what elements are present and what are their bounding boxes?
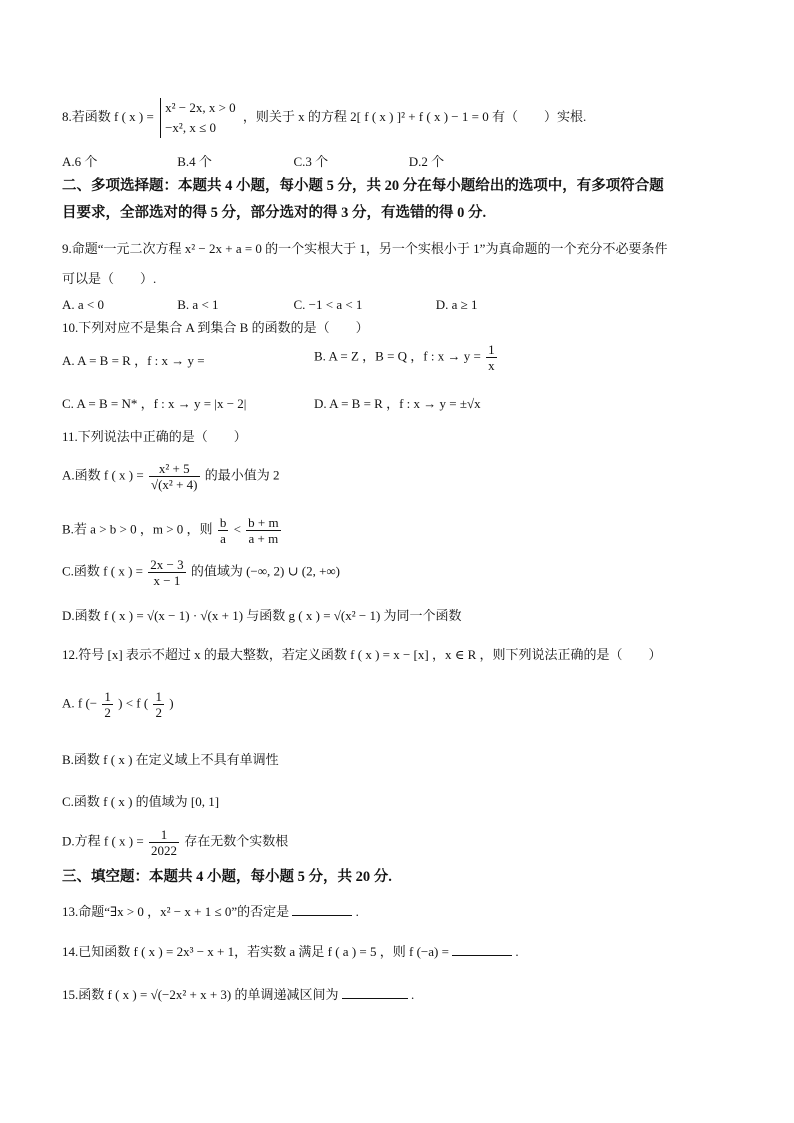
q11-option-c-denominator: x − 1 xyxy=(153,573,181,588)
q12-option-a xyxy=(62,689,174,720)
q9-option-b: B. a < 1 xyxy=(177,297,219,312)
q8-equation: 2[ f ( x ) ]² + f ( x ) − 1 = 0 xyxy=(350,108,489,124)
q11-option-b-num1: b xyxy=(219,515,227,530)
q10-option-b-denominator: x xyxy=(488,358,495,373)
q9-option-c: C. −1 < a < 1 xyxy=(293,297,363,312)
q15-answer-blank[interactable] xyxy=(342,986,408,999)
q8-options xyxy=(62,153,444,171)
q14 xyxy=(62,943,519,961)
q13-answer-blank[interactable] xyxy=(292,903,352,916)
q11-option-b-den2: a + m xyxy=(248,531,279,546)
q11-option-c-tail: 的值域为 (−∞, 2) ∪ (2, +∞) xyxy=(190,563,341,579)
q10-stem: 10.下列对应不是集合 A 到集合 B 的函数的是（ ） xyxy=(62,320,369,335)
q11-option-a-text: A.函数 f ( x ) = xyxy=(62,467,144,483)
q13-end: . xyxy=(355,904,359,919)
q11-option-c xyxy=(62,557,340,588)
q11-option-b-fraction1 xyxy=(218,515,229,546)
q12-option-a-text: A. f xyxy=(62,695,83,711)
q10-option-b-text: B. A = Z ，B = Q ，f : x → y = xyxy=(314,348,481,364)
q10-option-b-numerator: 1 xyxy=(488,342,495,357)
q12-option-d-numerator: 1 xyxy=(149,827,179,843)
q8-case2: −x², x ≤ 0 xyxy=(165,120,216,135)
q12-option-a-den2: 2 xyxy=(155,705,162,720)
q9-options xyxy=(62,296,478,314)
q13 xyxy=(62,903,359,921)
q10-option-c: C. A = B = N* ，f : x → y = |x − 2| xyxy=(62,396,247,411)
q10-option-a: A. A = B = R ，f : x → y = xyxy=(62,353,205,368)
q11-stem: 11.下列说法中正确的是（ ） xyxy=(62,429,247,444)
q12-option-a-num1: 1 xyxy=(104,689,111,704)
section2-heading-line2: 目要求，全部选对的得 5 分，部分选对的得 3 分，有选错的得 0 分. xyxy=(62,205,487,221)
q13-text: 13.命题“∃x > 0 ，x² − x + 1 ≤ 0”的否定是 xyxy=(62,904,290,919)
q8-fx: f ( x ) = xyxy=(114,108,154,124)
q11-option-a-tail: 的最小值为 2 xyxy=(204,467,280,483)
q11-option-b-num2: b + m xyxy=(248,515,279,530)
q8-option-c: C.3 个 xyxy=(293,154,329,169)
q15 xyxy=(62,986,414,1004)
q9-stem-line2: 可以是（ ）. xyxy=(62,271,157,286)
q10-option-b xyxy=(314,342,499,373)
q11-option-c-fraction xyxy=(148,557,185,588)
q8-option-d: D.2 个 xyxy=(408,154,445,169)
q9-option-a: A. a < 0 xyxy=(62,297,104,312)
section3-heading: 三、填空题：本题共 4 小题，每小题 5 分，共 20 分. xyxy=(62,869,392,885)
q12-option-b: B.函数 f ( x ) 在定义域上不具有单调性 xyxy=(62,752,279,767)
q12-option-d-text: D.方程 f ( x ) = xyxy=(62,833,144,849)
q11-option-b-less-than: < xyxy=(233,521,241,537)
q12-option-a-open: (− xyxy=(85,695,98,711)
q12-option-a-den1: 2 xyxy=(104,705,111,720)
q15-text: 15.函数 f ( x ) = √(−2x² + x + 3) 的单调递减区间为 xyxy=(62,987,339,1002)
q12-option-a-fraction1 xyxy=(102,689,113,720)
q12-option-d-denominator: 2022 xyxy=(150,843,177,858)
q11-option-a-fraction xyxy=(149,461,200,492)
q8-case1: x² − 2x, x > 0 xyxy=(165,100,236,115)
q14-answer-blank[interactable] xyxy=(452,943,512,956)
q8-stem xyxy=(62,98,586,138)
q8-piecewise xyxy=(160,98,236,138)
q8-option-b: B.4 个 xyxy=(177,154,212,169)
section2-heading-line1: 二、多项选择题：本题共 4 小题，每小题 5 分，共 20 分在每小题给出的选项中，有多项符合题 xyxy=(62,178,664,194)
q12-option-a-fraction2 xyxy=(153,689,164,720)
q11-option-b-text: B.若 a > b > 0 ，m > 0 ，则 xyxy=(62,521,213,537)
q11-option-c-text: C.函数 f ( x ) = xyxy=(62,563,143,579)
q9-stem-line1: 9.命题“一元二次方程 x² − 2x + a = 0 的一个实根大于 1，另一个实根小于 1”为真命题的一个充分不必要条件 xyxy=(62,241,668,256)
q11-option-b-den1: a xyxy=(220,531,226,546)
q12-option-d-fraction xyxy=(149,827,179,858)
q12-option-a-num2: 1 xyxy=(155,689,162,704)
q11-option-a-denominator: √(x² + 4) xyxy=(150,477,198,492)
q8-option-a: A.6 个 xyxy=(62,154,98,169)
q11-option-d: D.函数 f ( x ) = √(x − 1) · √(x + 1) 与函数 g ( x ) = √(x² − 1) 为同一个函数 xyxy=(62,608,462,623)
q12-option-a-mid: ) < f ( xyxy=(118,695,149,711)
q11-option-a-numerator: x² + 5 xyxy=(149,461,200,477)
q11-option-b-fraction2 xyxy=(246,515,280,546)
q14-end: . xyxy=(515,944,519,959)
q12-option-a-close: ) xyxy=(169,695,174,711)
q8-prefix: 8.若函数 xyxy=(62,108,111,124)
q12-stem: 12.符号 [x] 表示不超过 x 的最大整数，若定义函数 f ( x ) = x − [x] ，x ∈ R ，则下列说法正确的是（ ） xyxy=(62,647,662,662)
q12-option-d-tail: 存在无数个实数根 xyxy=(184,833,289,849)
q11-option-a xyxy=(62,461,280,492)
q10-option-b-fraction xyxy=(486,342,497,373)
q8-mid: ，则关于 x 的方程 xyxy=(242,108,347,124)
q11-option-b xyxy=(62,515,283,546)
q15-end: . xyxy=(411,987,415,1002)
q10-option-d: D. A = B = R ，f : x → y = ±√x xyxy=(314,396,481,411)
q12-option-d xyxy=(62,827,288,858)
q12-option-c: C.函数 f ( x ) 的值域为 [0, 1] xyxy=(62,794,220,809)
q8-suffix: 有（ ）实根. xyxy=(491,108,587,124)
q9-option-d: D. a ≥ 1 xyxy=(435,297,478,312)
q14-text: 14.已知函数 f ( x ) = 2x³ − x + 1，若实数 a 满足 f ( a ) = 5 ，则 f (−a) = xyxy=(62,944,449,959)
q11-option-c-numerator: 2x − 3 xyxy=(150,557,184,572)
